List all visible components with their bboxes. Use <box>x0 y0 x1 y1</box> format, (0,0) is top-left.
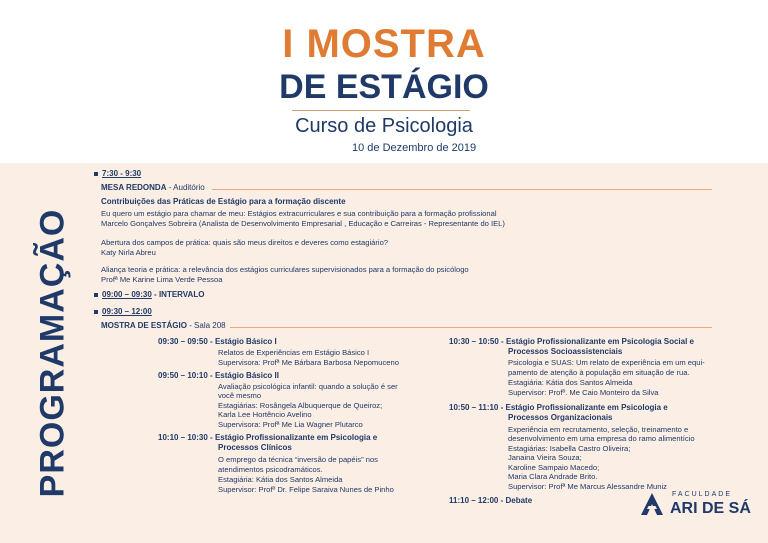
session-d-line-2: pamento de atenção à população em situação de rua. <box>508 368 690 377</box>
faculdade-logo <box>640 488 760 522</box>
mostra-time: 09:30 – 12:00 <box>94 307 152 317</box>
session-c-title: 10:10 – 10:30 - Estágio Profissionalizante em Psicologia e <box>158 433 378 442</box>
session-d-line-4: Supervisor: Profº. Me Caio Monteiro da Silva <box>508 388 659 397</box>
mesa-time: 7:30 - 9:30 <box>94 169 141 179</box>
session-d-line-1: Psicologia e SUAS: Um relato de experiência em um equi- <box>508 358 705 367</box>
title-line-2: DE ESTÁGIO <box>279 68 489 106</box>
mesa-divider <box>212 189 712 190</box>
session-c-line-4: Supervisor: Profº Dr. Felipe Saraiva Nunes de Pinho <box>218 485 394 494</box>
title-divider <box>292 110 470 111</box>
mesa-talk-2: Abertura dos campos de prática: quais são meus direitos e deveres como estagiário? <box>101 238 389 247</box>
session-e-line-4: Janaina Vieira Souza; <box>508 453 582 462</box>
bullet-icon <box>94 310 98 314</box>
session-d-title-2: Processos Socioassistenciais <box>508 347 623 356</box>
session-e-line-3: Estagiárias: Isabella Castro Oliveira; <box>508 444 631 453</box>
session-b-line-5: Supervisora: Profª Me Lia Wagner Plutarco <box>218 420 363 429</box>
side-title: PROGRAMAÇÃO <box>33 208 72 498</box>
session-d-title: 10:30 – 10:50 - Estágio Profissionalizante em Psicologia Social e <box>449 337 694 346</box>
session-b-line-1: Avaliação psicológica infantil: quando a solução é ser <box>218 382 398 391</box>
session-e-line-7: Supervisor: Profª Me Marcus Alessandre Muniz <box>508 482 667 491</box>
session-c-line-3: Estagiária: Kátia dos Santos Almeida <box>218 475 343 484</box>
mesa-speaker-1: Marcelo Gonçalves Sobreira (Analista de Desenvolvimento Empresarial , Educação e Carreiras - Representante do IEL) <box>101 219 505 228</box>
mesa-speaker-2: Katy Nirla Abreu <box>101 248 156 257</box>
session-a-line-2: Supervisora: Profª Me Bárbara Barbosa Nepomuceno <box>218 358 399 367</box>
mesa-talk-3: Aliança teoria e prática: a relevância dos estágios curriculares supervisionados para a formação do psicólogo <box>101 265 469 274</box>
session-e-title-2: Processos Organizacionais <box>508 413 613 422</box>
session-c-line-2: atendimentos psicodramáticos. <box>218 465 323 474</box>
mostra-heading: MOSTRA DE ESTÁGIO - Sala 208 <box>101 321 226 330</box>
logo-text-bottom: ARI DE SÁ <box>670 500 751 517</box>
course-name: Curso de Psicologia <box>295 115 473 137</box>
mostra-divider <box>230 327 712 328</box>
session-a-line-1: Relatos de Experiências em Estágio Básico I <box>218 348 370 357</box>
mesa-heading: MESA REDONDA - Auditório <box>101 183 205 192</box>
session-e-line-6: Maria Clara Andrade Brito. <box>508 472 598 481</box>
title-line-1: I MOSTRA <box>282 22 486 66</box>
session-e-line-1: Experiência em recrutamento, seleção, treinamento e <box>508 425 689 434</box>
event-date: 10 de Dezembro de 2019 <box>352 142 477 154</box>
mesa-speaker-3: Profª Me Karine Lima Verde Pessoa <box>101 275 223 284</box>
session-b-line-3: Estagiárias: Rosângela Albuquerque de Queiroz; <box>218 401 383 410</box>
mesa-talk-1: Eu quero um estágio para chamar de meu: Estágios extracurriculares e sua contribuição para a formação profissional <box>101 209 497 218</box>
bullet-icon <box>94 172 98 176</box>
session-b-title: 09:50 – 10:10 - Estágio Básico II <box>158 371 279 380</box>
logo-text-top: FACULDADE <box>672 491 733 498</box>
session-c-line-1: O emprego da técnica “inversão de papéis” nos <box>218 455 378 464</box>
session-e-line-2: desenvolvimento em uma empresa do ramo alimentício <box>508 434 695 443</box>
mesa-subtitle: Contribuições das Práticas de Estágio para a formação discente <box>101 197 346 206</box>
session-e-line-5: Karoline Sampaio Macedo; <box>508 463 600 472</box>
session-b-line-2: você mesmo <box>218 391 262 400</box>
session-a-title: 09:30 – 09:50 - Estágio Básico I <box>158 337 277 346</box>
logo-mark-icon <box>640 492 664 516</box>
session-d-line-3: Estagiária: Kátia dos Santos Almeida <box>508 378 633 387</box>
session-c-title-2: Processos Clínicos <box>218 443 292 452</box>
break-item: 09:00 – 09:30 - INTERVALO <box>94 290 204 300</box>
header <box>0 0 768 163</box>
bullet-icon <box>94 293 98 297</box>
session-b-line-4: Karla Lee Hortêncio Avelino <box>218 410 312 419</box>
session-e-title: 10:50 – 11:10 - Estágio Profissionalizante em Psicologia e <box>449 403 668 412</box>
session-f-title: 11:10 – 12:00 - Debate <box>449 496 533 505</box>
